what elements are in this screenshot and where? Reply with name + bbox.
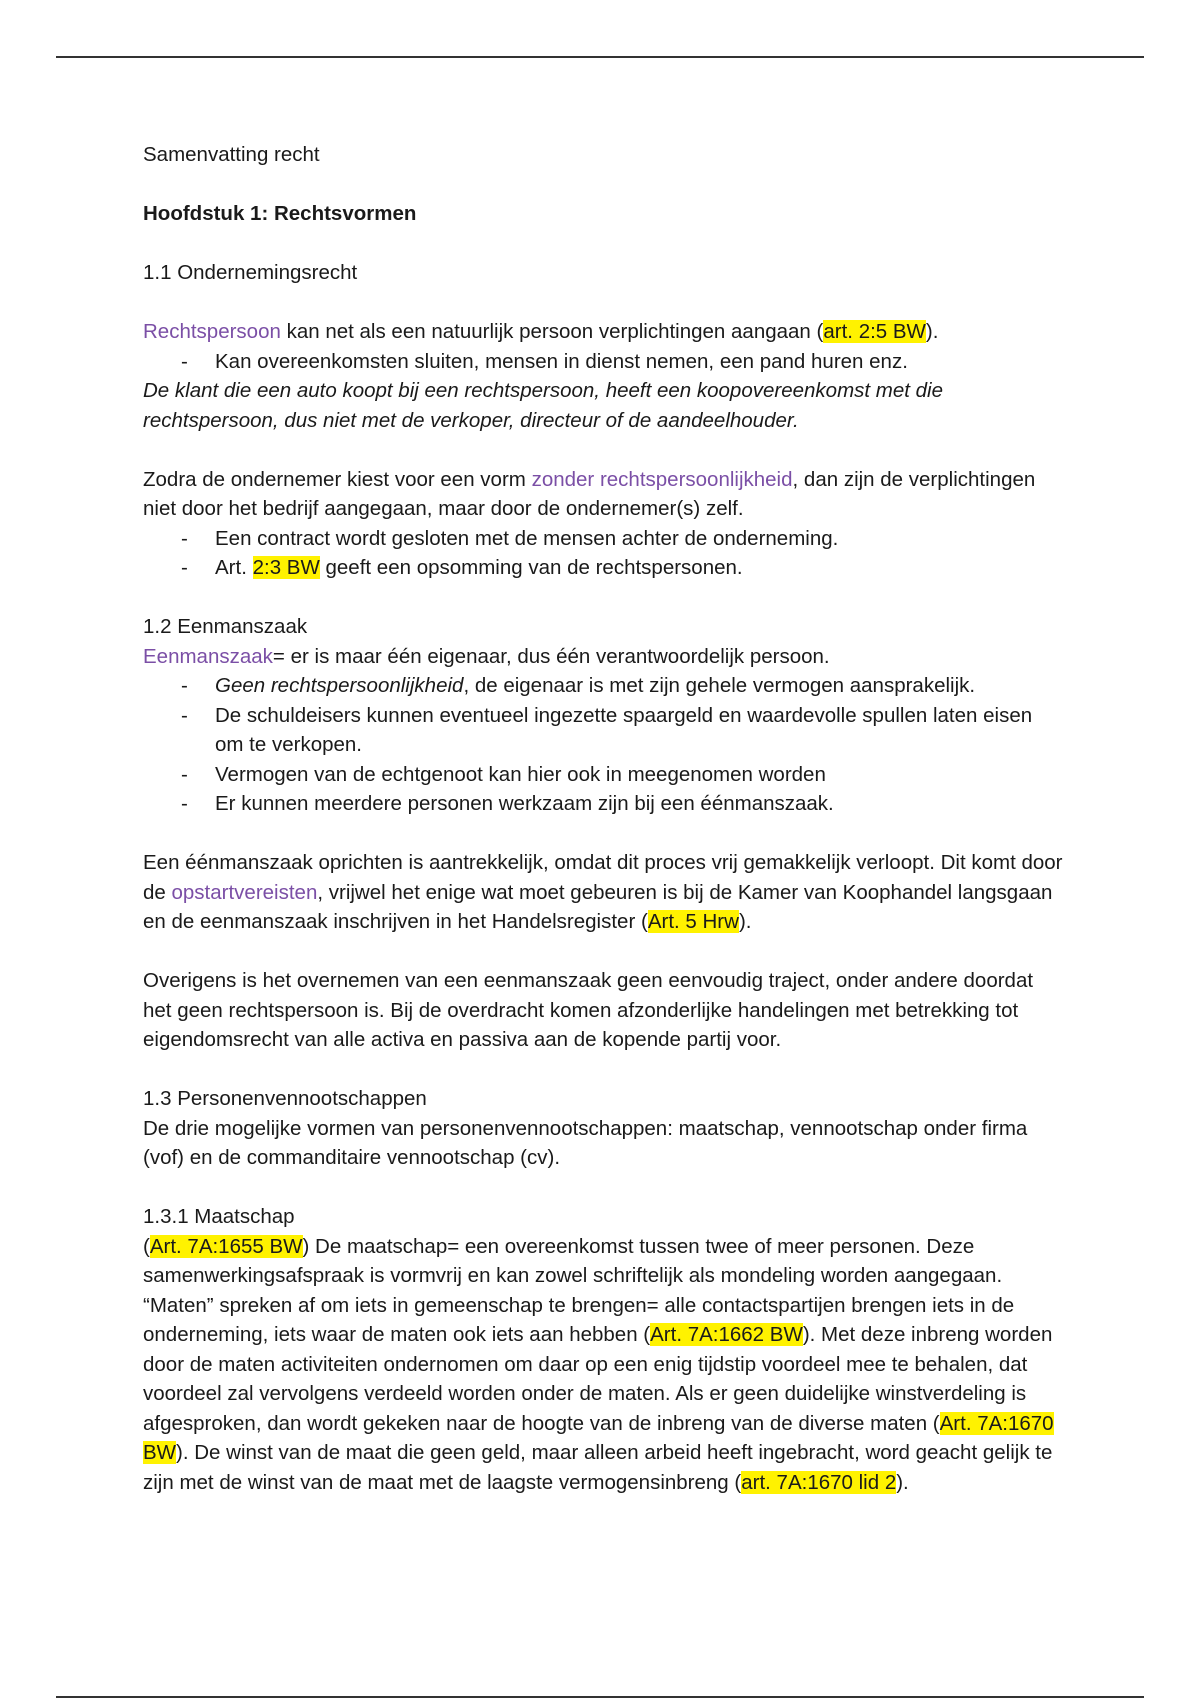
term-rechtspersoon: Rechtspersoon bbox=[143, 320, 281, 343]
paragraph-overnemen: Overigens is het overnemen van een eenmanszaak geen eenvoudig traject, onder andere doordat het geen rechtspersoon is. Bij de overdracht komen afzonderlijke handelingen met betrekking tot eigendomsrecht van alle activa en passiva aan de kopende partij voor. bbox=[143, 969, 1034, 1051]
paragraph-personenvennootschappen: De drie mogelijke vormen van personenvennootschappen: maatschap, vennootschap onder firma (vof) en de commanditaire vennootschap (cv). bbox=[143, 1116, 1028, 1169]
article-reference: Art. 7A:1655 BW bbox=[149, 1234, 303, 1258]
bullet-list bbox=[143, 671, 1063, 819]
chapter-heading: Hoofdstuk 1: Rechtsvormen bbox=[143, 202, 417, 225]
term-eenmanszaak: Eenmanszaak bbox=[143, 644, 273, 668]
section-heading-1-3: 1.3 Personenvennootschappen bbox=[143, 1087, 427, 1110]
term-opstartvereisten: opstartvereisten bbox=[171, 880, 318, 904]
document-title: Samenvatting recht bbox=[143, 143, 320, 166]
paragraph-rechtspersoon: Rechtspersoon kan net als een natuurlijk persoon verplichtingen aangaan (art. 2:5 BW). bbox=[143, 320, 939, 343]
paragraph-zonder-rechtspersoonlijkheid: Zodra de ondernemer kiest voor een vorm zonder rechtspersoonlijkheid, dan zijn de verplichtingen niet door het bedrijf aangegaan, maar door de ondernemer(s) zelf. bbox=[143, 467, 1036, 520]
list-item: - Er kunnen meerdere personen werkzaam zijn bij een éénmanszaak. bbox=[143, 789, 1063, 819]
article-reference: Art. 7A:1670 BW bbox=[143, 1411, 1054, 1464]
section-heading-1-2: 1.2 Eenmanszaak bbox=[143, 615, 308, 638]
bullet-list bbox=[143, 347, 1063, 377]
list-item: - Geen rechtspersoonlijkheid, de eigenaar is met zijn gehele vermogen aansprakelijk. bbox=[143, 671, 1063, 701]
document-page bbox=[143, 140, 1063, 1497]
paragraph-oprichten: Een éénmanszaak oprichten is aantrekkelijk, omdat dit proces vrij gemakkelijk verloopt. Dit komt door de opstartvereisten, vrijwel het enige wat moet gebeuren is bij de Kamer van Koophandel langsgaan en de eenmanszaak inschrijven in het Handelsregister (Art. 5 Hrw). bbox=[143, 851, 1063, 933]
list-item: - Een contract wordt gesloten met de mensen achter de onderneming. bbox=[143, 524, 1063, 554]
article-reference: Art. 5 Hrw bbox=[647, 910, 739, 933]
example-paragraph: De klant die een auto koopt bij een rechtspersoon, heeft een koopovereenkomst met die rechtspersoon, dus niet met de verkoper, directeur of de aandeelhouder. bbox=[143, 379, 944, 432]
article-reference: art. 2:5 BW bbox=[823, 320, 926, 343]
article-reference: Art. 7A:1662 BW bbox=[650, 1323, 803, 1346]
article-reference: art. 7A:1670 lid 2 bbox=[741, 1470, 897, 1494]
section-heading-1-3-1: 1.3.1 Maatschap bbox=[143, 1205, 295, 1228]
list-item: - Art. 2:3 BW geeft een opsomming van de rechtspersonen. bbox=[143, 553, 1063, 583]
list-item: - De schuldeisers kunnen eventueel ingezette spaargeld en waardevolle spullen laten eisen om te verkopen. bbox=[143, 701, 1063, 760]
bullet-list bbox=[143, 524, 1063, 583]
header-rule bbox=[56, 56, 1144, 58]
footer-rule bbox=[56, 1696, 1144, 1698]
list-item: - Kan overeenkomsten sluiten, mensen in dienst nemen, een pand huren enz. bbox=[143, 347, 1063, 377]
paragraph-maatschap: (Art. 7A:1655 BW) De maatschap= een overeenkomst tussen twee of meer personen. Deze samenwerkingsafspraak is vormvrij en kan zowel schriftelijk als mondeling worden aangegaan. “Maten” spreken af om iets in gemeenschap te brengen= alle contactspartijen brengen iets in de onderneming, iets waar de maten ook iets aan hebben (Art. 7A:1662 BW). Met deze inbreng worden door de maten activiteiten ondernomen om daar op een enig tijdstip voordeel mee te behalen, dat voordeel zal vervolgens verdeeld worden onder de maten. Als er geen duidelijke winstverdeling is afgesproken, dan wordt gekeken naar de hoogte van de inbreng van de diverse maten (Art. 7A:1670 BW). De winst van de maat die geen geld, maar alleen arbeid heeft ingebracht, word geacht gelijk te zijn met de winst van de maat met de laagste vermogensinbreng (art. 7A:1670 lid 2). bbox=[143, 1234, 1054, 1494]
term-zonder-rechtspersoonlijkheid: zonder rechtspersoonlijkheid bbox=[531, 467, 793, 491]
section-heading-1-1: 1.1 Ondernemingsrecht bbox=[143, 261, 358, 284]
article-reference: 2:3 BW bbox=[252, 556, 320, 579]
definition-eenmanszaak: Eenmanszaak= er is maar één eigenaar, dus één verantwoordelijk persoon. bbox=[143, 644, 830, 668]
list-item: - Vermogen van de echtgenoot kan hier ook in meegenomen worden bbox=[143, 760, 1063, 790]
